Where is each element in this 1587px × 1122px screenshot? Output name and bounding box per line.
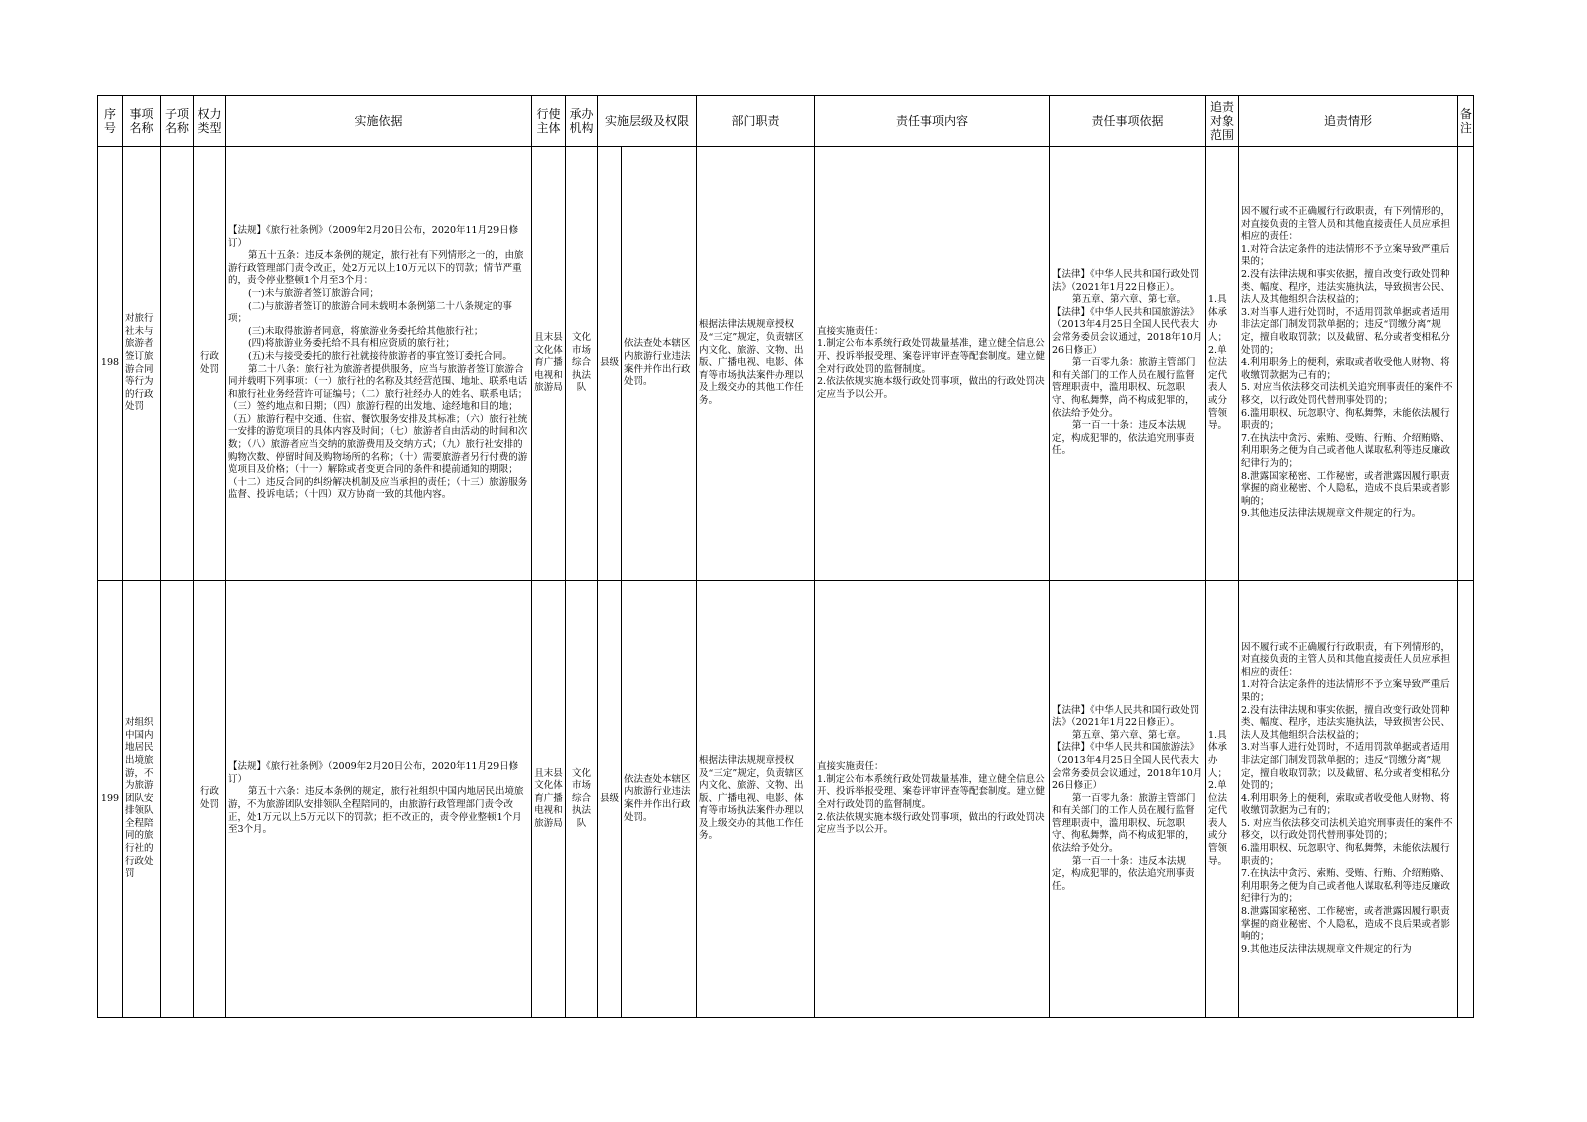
row-resp-basis [1050,581,1206,1018]
row-power-type: 行政处罚 [194,581,226,1018]
row-subject: 且末县文化体育广播电视和旅游局 [532,581,566,1018]
row-item-name: 对组织中国内地居民出境旅游，不为旅游团队安排领队全程陪同的旅行社的行政处罚 [123,581,161,1018]
header-duty: 部门职责 [697,96,815,147]
basis-line: (三)未取得旅游者同意，将旅游业务委托给其他旅行社； [247,325,484,337]
row-remarks [1458,147,1474,581]
row-duty: 根据法律法规规章授权及“三定”规定，负责辖区内文化、旅游、文物、出版、广播电视、电影、体育等市场执法案件办理以及上级交办的其他工作任务。 [697,581,815,1018]
row-seq: 199 [98,581,123,1018]
basis-line: 【法规】《旅行社条例》（2009年2月20日公布，2020年11月29日修订） [228,224,519,249]
row-item-name: 对旅行社未与旅游者签订旅游合同等行为的行政处罚 [123,147,161,581]
header-situations: 追责情形 [1239,96,1458,147]
row-duty: 根据法律法规规章授权及“三定”规定，负责辖区内文化、旅游、文物、出版、广播电视、电影、体育等市场执法案件办理以及上级交办的其他工作任务。 [697,147,815,581]
header-subject: 行使主体 [532,96,566,147]
row-sub-name [161,147,194,581]
row-situations: 因不履行或不正确履行行政职责，有下列情形的，对直接负责的主管人员和其他直接责任人员应承担相应的责任： 1.对符合法定条件的违法情形不予立案导致严重后果的； 2.没有法律法规和事实依据，擅自改变行政处罚种类、幅度、程序，违法实施执法，导致损害公民、法人及其他组织合法权益的； 3.对当事人进行处罚时，不适用罚款单据或者适用非法定部门制发罚款单据的；违反“罚缴分离”规定，擅自收取罚款；以及截留、私分或者变相私分处罚的； 4.利用职务上的便利，索取或者收受他人财物、将收缴罚款据为己有的； 5. 对应当依法移交司法机关追究刑事责任的案件不移交，以行政处罚代替刑事处罚的； 6.滥用职权、玩忽职守、徇私舞弊，未能依法履行职责的； 7.在执法中贪污、索贿、受贿、行贿、介绍贿赂、利用职务之便为自己或者他人谋取私利等违反廉政纪律行为的； 8.泄露国家秘密、工作秘密，或者泄露因履行职责掌握的商业秘密、个人隐私，造成不良后果或者影响的； 9.其他违反法律法规规章文件规定的行为。 [1239,147,1458,581]
basis-line: (二)与旅游者签订的旅游合同未载明本条例第二十八条规定的事项； [228,300,512,325]
header-remarks: 备注 [1458,96,1474,147]
row-scope: 1.具体承办人； 2.单位法定代表人或分管领导。 [1206,147,1239,581]
row-situations: 因不履行或不正确履行行政职责，有下列情形的，对直接负责的主管人员和其他直接责任人员应承担相应的责任： 1.对符合法定条件的违法情形不予立案导致严重后果的； 2.没有法律法规和事实依据，擅自改变行政处罚种类、幅度、程序，违法实施执法，导致损害公民、法人及其他组织合法权益的； 3.对当事人进行处罚时，不适用罚款单据或者适用非法定部门制发罚款单据的；违反“罚缴分离”规定，擅自收取罚款；以及截留、私分或者变相私分处罚的； 4.利用职务上的便利，索取或者收受他人财物、将收缴罚款据为己有的； 5. 对应当依法移交司法机关追究刑事责任的案件不移交，以行政处罚代替刑事处罚的； 6.滥用职权、玩忽职守、徇私舞弊，未能依法履行职责的； 7.在执法中贪污、索贿、受贿、行贿、介绍贿赂、利用职务之便为自己或者他人谋取私利等违反廉政纪律行为的； 8.泄露国家秘密、工作秘密，或者泄露因履行职责掌握的商业秘密、个人隐私，造成不良后果或者影响的； 9.其他违反法律法规规章文件规定的行为 [1239,581,1458,1018]
resp-basis-line: 第一百零九条：旅游主管部门和有关部门的工作人员在履行监督管理职责中，滥用职权、玩忽职守、徇私舞弊，尚不构成犯罪的，依法给予处分。 [1052,792,1196,855]
row-resp-content: 直接实施责任： 1.制定公布本系统行政处罚裁量基准，建立健全信息公开、投诉举报受理、案卷评审评查等配套制度。建立健全对行政处罚的监督制度。 2.依法依规实施本级行政处罚事项，做出的行政处罚决定应当予以公开。 [815,581,1050,1018]
resp-basis-line: 第五章、第六章、第七章。 [1071,294,1186,306]
row-resp-content: 直接实施责任： 1.制定公布本系统行政处罚裁量基准，建立健全信息公开、投诉举报受理、案卷评审评查等配套制度。建立健全对行政处罚的监督制度。 2.依法依规实施本级行政处罚事项，做出的行政处罚决定应当予以公开。 [815,147,1050,581]
basis-line: (一)未与旅游者签订旅游合同； [247,287,379,299]
table-row [98,147,1474,581]
row-seq: 198 [98,147,123,581]
resp-basis-line: 第一百零九条：旅游主管部门和有关部门的工作人员在履行监督管理职责中，滥用职权、玩忽职守、徇私舞弊，尚不构成犯罪的，依法给予处分。 [1052,357,1196,419]
basis-line: 第五十五条：违反本条例的规定，旅行社有下列情形之一的，由旅游行政管理部门责令改正，处2万元以上10万元以下的罚款；情节严重的，责令停业整顿1个月至3个月： [228,250,524,287]
resp-basis-line: 第五章、第六章、第七章。 [1071,729,1186,741]
resp-basis-line: 【法律】《中华人民共和国旅游法》（2013年4月25日全国人民代表大会常务委员会议通过，2018年10月26日修正） [1052,306,1203,356]
row-scope: 1.具体承办人； 2.单位法定代表人或分管领导。 [1206,581,1239,1018]
basis-line: (五)未与接受委托的旅行社就接待旅游者的事宜签订委托合同。 [247,350,512,362]
basis-line: 【法规】《旅行社条例》（2009年2月20日公布，2020年11月29日修订） [228,761,519,785]
header-basis: 实施依据 [226,96,532,147]
row-level-b: 依法查处本辖区内旅游行业违法案件并作出行政处罚。 [622,147,697,581]
row-resp-basis [1050,147,1206,581]
row-basis [226,581,532,1018]
resp-basis-line: 【法律】《中华人民共和国行政处罚法》（2021年1月22日修正）。 [1052,704,1200,729]
header-resp-basis: 责任事项依据 [1050,96,1206,147]
header-scope: 追责对象范围 [1206,96,1239,147]
row-agency: 文化市场综合执法队 [566,147,598,581]
table-row [98,581,1474,1018]
resp-basis-line: 第一百一十条：违反本法规定，构成犯罪的，依法追究刑事责任。 [1052,420,1195,457]
power-list-table [97,95,1474,1018]
header-power-type: 权力类型 [194,96,226,147]
row-level-a: 县级 [598,581,622,1018]
resp-basis-line: 【法律】《中华人民共和国行政处罚法》（2021年1月22日修正）。 [1052,269,1200,293]
basis-line: 第五十六条：违反本条例的规定，旅行社组织中国内地居民出境旅游，不为旅游团队安排领队全程陪同的，由旅游行政管理部门责令改正，处1万元以上5万元以下的罚款；拒不改正的，责令停业整顿1个月至3个月。 [228,786,524,836]
row-power-type: 行政处罚 [194,147,226,581]
row-level-b: 依法查处本辖区内旅游行业违法案件并作出行政处罚。 [622,581,697,1018]
header-agency: 承办机构 [566,96,598,147]
row-subject: 且末县文化体育广播电视和旅游局 [532,147,566,581]
row-sub-name [161,581,194,1018]
header-resp-content: 责任事项内容 [815,96,1050,147]
row-basis [226,147,532,581]
basis-line: 第二十八条：旅行社为旅游者提供服务，应当与旅游者签订旅游合同并载明下列事项：（一）旅行社的名称及其经营范围、地址、联系电话和旅行社业务经营许可证编号；（二）旅行社经办人的姓名、联系电话；（三）签约地点和日期；（四）旅游行程的出发地、途经地和目的地；（五）旅游行程中交通、住宿、餐饮服务安排及其标准；（六）旅行社统一安排的游览项目的具体内容及时间；（七）旅游者自由活动的时间和次数；（八）旅游者应当交纳的旅游费用及交纳方式；（九）旅行社安排的购物次数、停留时间及购物场所的名称；（十）需要旅游者另行付费的游览项目及价格；（十一）解除或者变更合同的条件和提前通知的期限；（十二）违反合同的纠纷解决机制及应当承担的责任；（十三）旅游服务监督、投诉电话；（十四）双方协商一致的其他内容。 [228,363,528,501]
row-level-a: 县级 [598,147,622,581]
resp-basis-line: 第一百一十条：违反本法规定，构成犯罪的，依法追究刑事责任。 [1052,855,1195,892]
header-row [98,96,1474,147]
header-item-name: 事项名称 [123,96,161,147]
header-level: 实施层级及权限 [598,96,697,147]
basis-line: (四)将旅游业务委托给不具有相应资质的旅行社； [247,338,455,350]
header-seq: 序号 [98,96,123,147]
resp-basis-line: 【法律】《中华人民共和国旅游法》（2013年4月25日全国人民代表大会常务委员会议通过，2018年10月26日修正） [1052,742,1203,792]
header-sub-name: 子项名称 [161,96,194,147]
row-remarks [1458,581,1474,1018]
row-agency: 文化市场综合执法队 [566,581,598,1018]
